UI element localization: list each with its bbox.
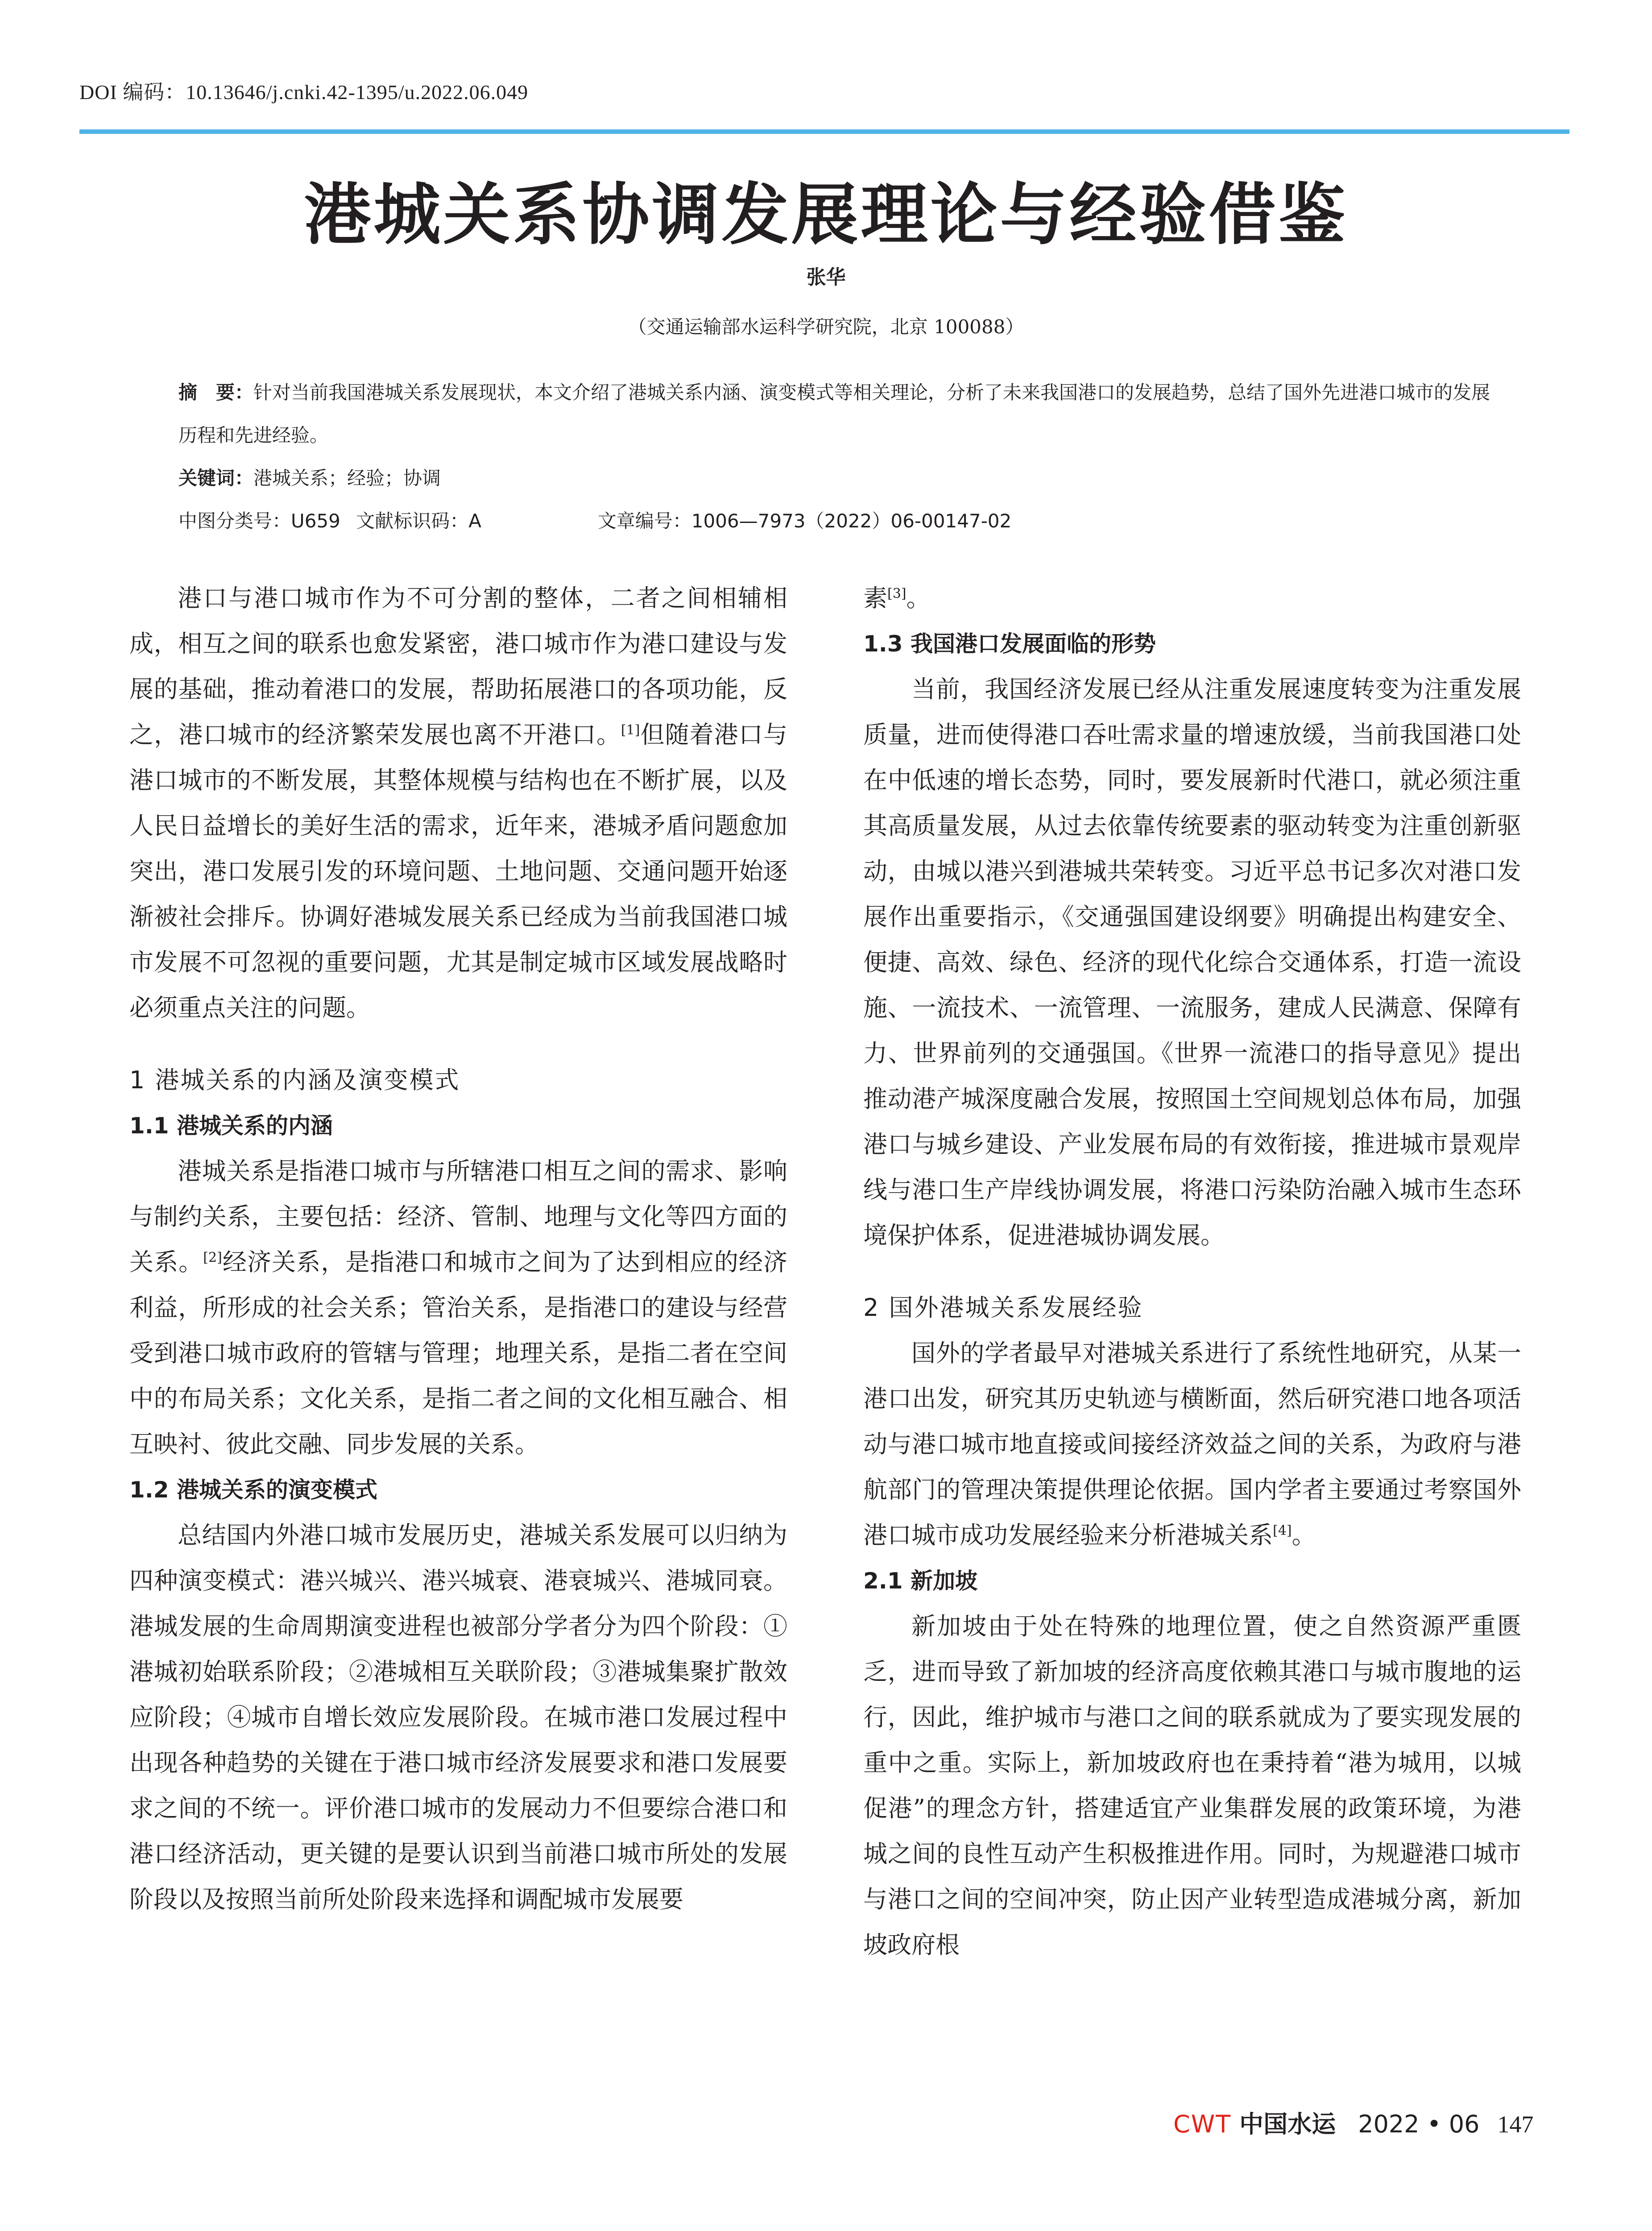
left-column (129, 576, 787, 1922)
section-1-2-paragraph: 总结国内外港口城市发展历史，港城关系发展可以归纳为四种演变模式：港兴城兴、港兴城衰、港衰城兴、港城同衰。港城发展的生命周期演变进程也被部分学者分为四个阶段：①港城初始联系阶段；②港城相互关联阶段；③港城集聚扩散效应阶段；④城市自增长效应发展阶段。在城市港口发展过程中出现各种趋势的关键在于港口城市经济发展要求和港口发展要求之间的不统一。评价港口城市的发展动力不但要综合港口和港口经济活动，更关键的是要认识到当前港口城市所处的发展阶段以及按照当前所处阶段来选择和调配城市发展要 (129, 1521, 787, 1913)
article-number: 文章编号：1006—7973（2022）06-00147-02 (597, 510, 1012, 532)
abstract-label: 摘 要： (178, 382, 254, 403)
section-1-2-heading: 1.2 港城关系的演变模式 (129, 1477, 377, 1503)
page-footer (1173, 2105, 1533, 2140)
abstract (178, 371, 1495, 457)
keywords (178, 457, 1495, 500)
section-1-3-heading: 1.3 我国港口发展面临的形势 (863, 631, 1156, 657)
doi-code: DOI 编码：10.13646/j.cnki.42-1395/u.2022.06.049 (79, 81, 529, 104)
abstract-block (178, 371, 1495, 543)
issue-number: 2022 • 06 (1358, 2110, 1480, 2138)
continued-paragraph: 素[3]。 (863, 584, 931, 612)
clc-number: 中图分类号：U659 (178, 510, 340, 532)
section-2-1-paragraph: 新加坡由于处在特殊的地理位置，使之自然资源严重匮乏，进而导致了新加坡的经济高度依赖其港口与城市腹地的运行，因此，维护城市与港口之间的联系就成为了要实现发展的重中之重。实际上，新加坡政府也在秉持着“港为城用，以城促港”的理念方针，搭建适宜产业集群发展的政策环境，为港城之间的良性互动产生积极推进作用。同时，为规避港口城市与港口之间的空间冲突，防止因产业转型造成港城分离，新加坡政府根 (863, 1612, 1521, 1959)
header-divider (79, 129, 1569, 134)
journal-brand: CWT (1173, 2110, 1232, 2138)
intro-paragraph: 港口与港口城市作为不可分割的整体，二者之间相辅相成，相互之间的联系也愈发紧密，港口城市作为港口建设与发展的基础，推动着港口的发展，帮助拓展港口的各项功能，反之，港口城市的经济繁荣发展也离不开港口。[1]但随着港口与港口城市的不断发展，其整体规模与结构也在不断扩展，以及人民日益增长的美好生活的需求，近年来，港城矛盾问题愈加突出，港口发展引发的环境问题、土地问题、交通问题开始逐渐被社会排斥。协调好港城发展关系已经成为当前我国港口城市发展不可忽视的重要问题，尤其是制定城市区域发展战略时必须重点关注的问题。 (129, 584, 787, 1022)
article-title: 港城关系协调发展理论与经验借鉴 (304, 176, 1348, 254)
citation-4: [4] (1273, 1523, 1292, 1538)
section-1-1-heading: 1.1 港城关系的内涵 (129, 1113, 333, 1139)
section-2-heading: 2 国外港城关系发展经验 (863, 1294, 1143, 1322)
section-2-paragraph: 国外的学者最早对港城关系进行了系统性地研究，从某一港口出发，研究其历史轨迹与横断面，然后研究港口地各项活动与港口城市地直接或间接经济效益之间的关系，为政府与港航部门的管理决策提供理论依据。国内学者主要通过考察国外港口城市成功发展经验来分析港城关系[4]。 (863, 1339, 1521, 1549)
right-column (863, 576, 1521, 1968)
document-code: 文献标识码：A (356, 510, 482, 532)
keywords-label: 关键词： (178, 467, 254, 489)
section-2-1-heading: 2.1 新加坡 (863, 1568, 977, 1594)
author-name: 张华 (806, 266, 846, 289)
citation-3: [3] (887, 586, 907, 601)
page-number: 147 (1497, 2111, 1534, 2138)
citation-2: [2] (203, 1250, 222, 1265)
author-affiliation: （交通运输部水运科学研究院，北京 100088） (628, 316, 1024, 338)
section-1-3-paragraph: 当前，我国经济发展已经从注重发展速度转变为注重发展质量，进而使得港口吞吐需求量的增速放缓，当前我国港口处在中低速的增长态势，同时，要发展新时代港口，就必须注重其高质量发展，从过去依靠传统要素的驱动转变为注重创新驱动，由城以港兴到港城共荣转变。习近平总书记多次对港口发展作出重要指示，《交通强国建设纲要》明确提出构建安全、便捷、高效、绿色、经济的现代化综合交通体系，打造一流设施、一流技术、一流管理、一流服务，建成人民满意、保障有力、世界前列的交通强国。《世界一流港口的指导意见》提出推动港产城深度融合发展，按照国土空间规划总体布局，加强港口与城乡建设、产业发展布局的有效衔接，推进城市景观岸线与港口生产岸线协调发展，将港口污染防治融入城市生态环境保护体系，促进港城协调发展。 (863, 675, 1521, 1249)
section-1-1-paragraph: 港城关系是指港口城市与所辖港口相互之间的需求、影响与制约关系，主要包括：经济、管制、地理与文化等四方面的关系。[2]经济关系，是指港口和城市之间为了达到相应的经济利益，所形成的社会关系；管治关系，是指港口的建设与经营受到港口城市政府的管辖与管理；地理关系，是指二者在空间中的布局关系；文化关系，是指二者之间的文化相互融合、相互映衬、彼此交融、同步发展的关系。 (129, 1157, 788, 1458)
section-1-heading: 1 港城关系的内涵及演变模式 (129, 1066, 460, 1094)
citation-1: [1] (621, 722, 640, 738)
journal-name: 中国水运 (1239, 2110, 1336, 2138)
classification-row (178, 500, 1495, 543)
keywords-text: 港城关系；经验；协调 (253, 467, 441, 489)
abstract-text: 针对当前我国港城关系发展现状，本文介绍了港城关系内涵、演变模式等相关理论，分析了未来我国港口的发展趋势，总结了国外先进港口城市的发展历程和先进经验。 (178, 382, 1491, 446)
